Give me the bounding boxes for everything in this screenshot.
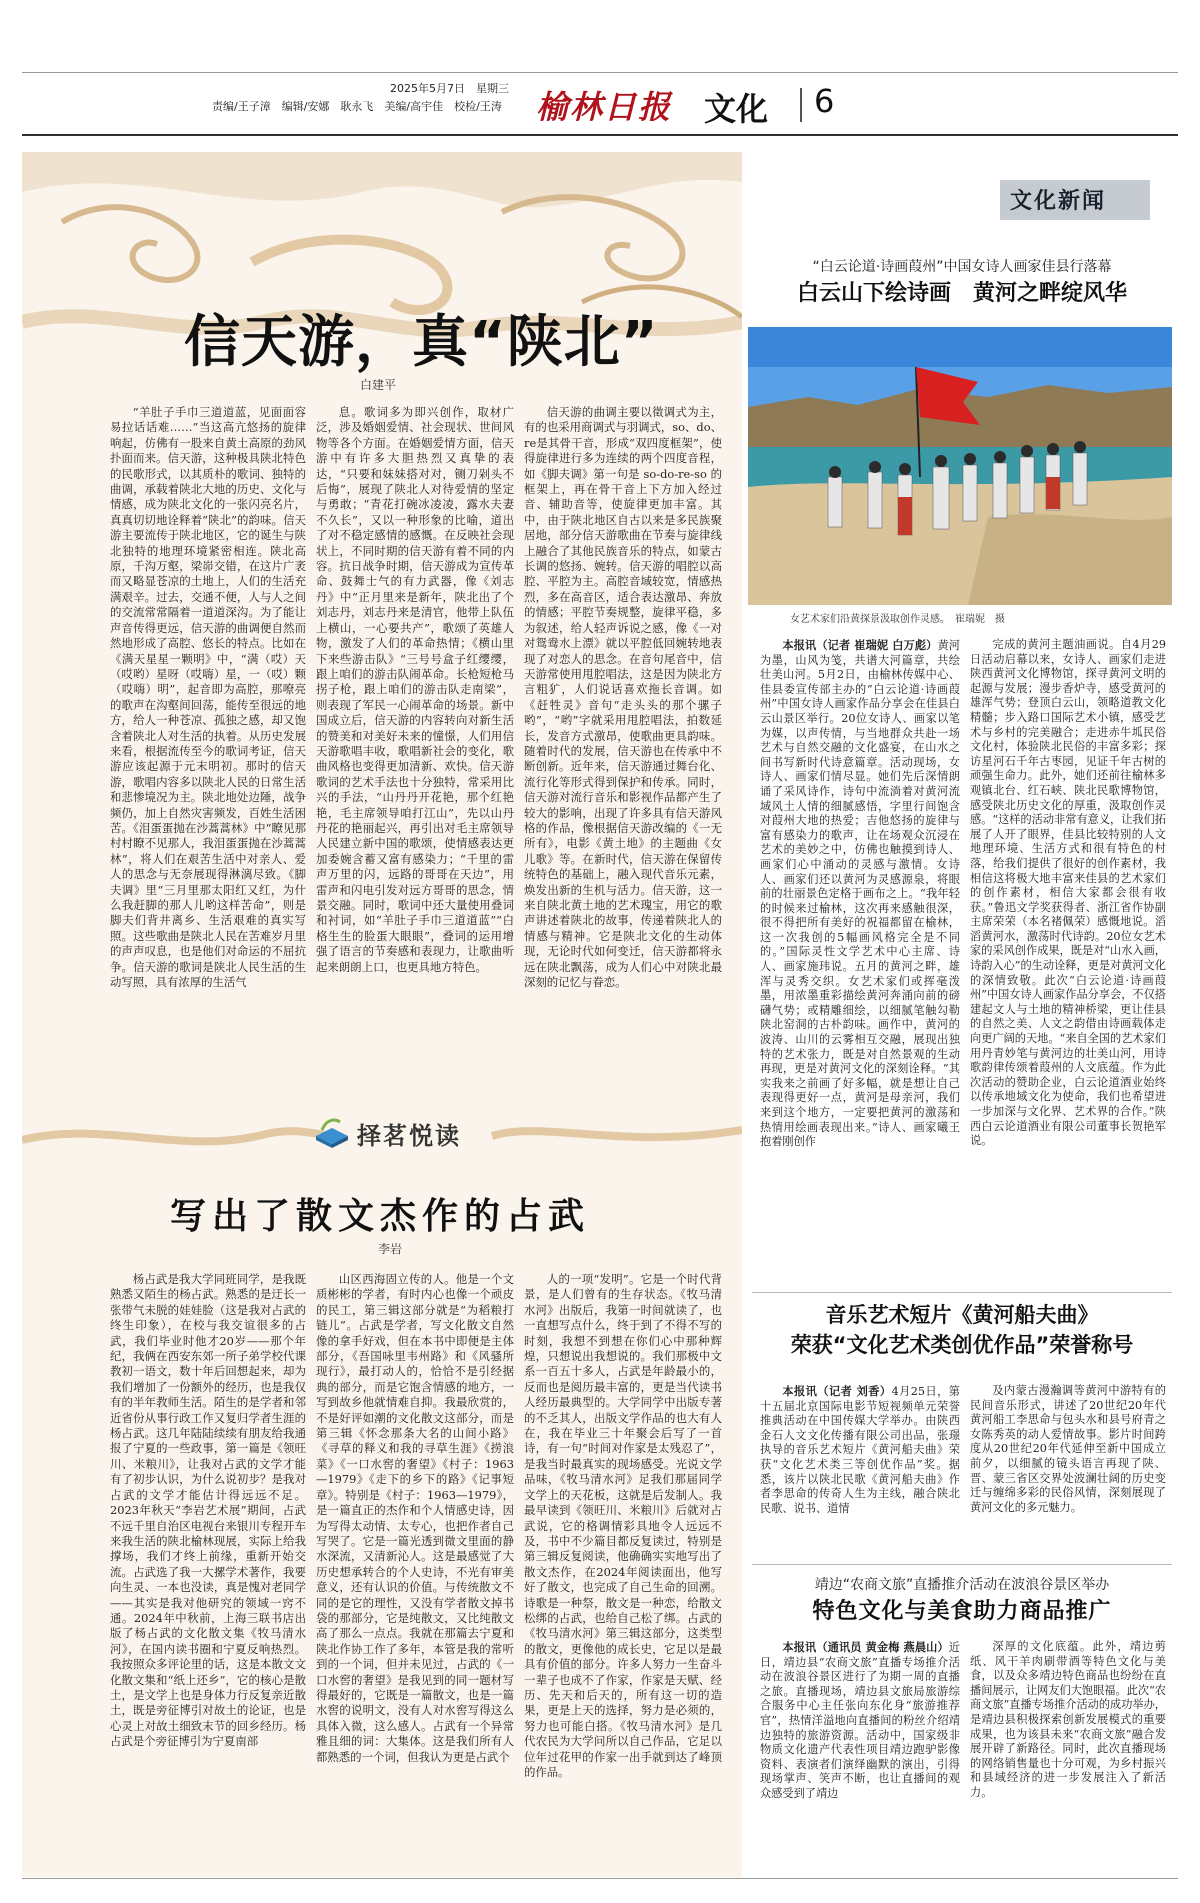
- header-rule: [22, 134, 1178, 136]
- news1-lead: 本报讯（记者 崔瑞妮 白万彪）: [782, 638, 938, 652]
- news1-kicker: “白云论道·诗画葭州”中国女诗人画家佳县行落幕: [812, 259, 1112, 275]
- article-title: 信天游，真“陕北”: [184, 310, 659, 375]
- article-column-3: 信天游的曲调主要以徵调式为主，有的也采用商调式与羽调式，so、do、re是其骨干音，形成“双四度框架”，使得旋律进行多为连续的两个四度音程，如《脚夫调》第一句是 so-do-re-so 的框架上，再在骨干音上下方加入经过音、辅助音等，使旋律更加丰富。其中，由于陕北地区自古以来是多民族聚居地，部分信天游歌曲在节奏与旋律线上融合了其他民族音乐的特点，如蒙古长调的悠扬、婉转。信天游的唱腔以高腔、平腔为主。高腔音域较宽，情感热烈，多在高音区，适合表达激昂、奔放的情感；平腔节奏规整，旋律平稳，多为叙述，给人轻声诉说之感，像《一对对鸳鸯水上漂》就以平腔低回婉转地表现了对恋人的思念。在音句尾音中，信天游常使用甩腔唱法，这是因为陕北方言粗犷，人们说话喜欢拖长音调。如《赶牲灵》音句“走头头的那个骡子哟”，“哟”字就采用甩腔唱法，拍数延长，发音方式激昂，使歌曲更具韵味。随着时代的发展，信天游也在传承中不断创新。近年来，信天游通过舞台化、流行化等形式得到保护和传承。同时，信天游对流行音乐和影视作品都产生了较大的影响，出现了许多具有信天游风格的作品，像根据信天游改编的《一无所有》，电影《黄土地》的主题曲《女儿歌》等。在新时代，信天游在保留传统特色的基础上，融入现代音乐元素，焕发出新的生机与活力。信天游，这一来自陕北黄土地的艺术瑰宝，用它的歌声讲述着陕北的故事，传递着陕北人的情感与精神。它是陕北文化的生动体现，无论时代如何变迁，信天游都将永远在陕北飘荡，成为人们心中对陕北最深刻的记忆与眷恋。: [524, 405, 722, 990]
- header-separator: [800, 88, 802, 122]
- news3-kicker: 靖边“农商文旅”直播推介活动在波浪谷景区举办: [814, 1577, 1110, 1593]
- article2-column-3: 人的一项“发明”。它是一个时代背景，是人们曾有的生存状态。《牧马清水河》出版后，我第一时间就读了，也一直想写点什么，终于到了不得不写的时刻，我想不到想在你们心中那种辉煌，只想说出我想说的。我们那极中文系一百五十多人，占武是年龄最小的，反而也是阅历最丰富的，更是当代读书人经历最典型的。大学同学中出版专著的不乏其人，出版文学作品的也大有人在，我在毕业三十年聚会后写了一首诗，有一句“时间对作家是太残忍了”，是我当时最真实的现场感受。光说文学品味，《牧马清水河》足我们那届同学文学上的天花板，这就是后发制人。我最早读到《领旺川、米粮川》后就对占武说，它的格调情彩具地令人远远不及，书中不少篇目都反复读过，特别是第三辑反复阅读，他确确实实地写出了散文杰作，在2024年阅读面出，他写好了散文，也完成了自己生命的回溯。诗歌是一种祭，散文是一种恋，给散文松绑的占武，也给自己松了绑。占武的《牧马清水河》第三辑这部分，这类型的散文，更像他的成长史，它足以是最具有价值的部分。许多人努力一生奋斗一辈子也成不了作家，作家是天赋、经历、先天和后天的，所有这一切的造果，更是上天的选择，努力是必须的，努力也可能白搭。《牧马清水河》是几代农民为大学问所以自己作品，它足以位年过花甲的作家一出手就到达了峰顶的作品。: [524, 1272, 722, 1779]
- section-divider: [752, 1292, 1172, 1293]
- photo-caption: 女艺术家们沿黄探景汲取创作灵感。 崔瑞妮 摄: [790, 614, 1005, 625]
- article2-author: 李岩: [378, 1242, 403, 1256]
- article-author: 白建平: [360, 378, 397, 392]
- news1-title: 白云山下绘诗画 黄河之畔绽风华: [796, 281, 1127, 306]
- news3-title: 特色文化与美食助力商品推广: [812, 1599, 1112, 1624]
- newspaper-masthead: 榆林日报: [536, 88, 673, 126]
- news1-column-2: 完成的黄河主题油画说。自4月29日活动启幕以来，女诗人、画家们走进陕西黄河文化博物馆，探寻黄河文明的起源与发展；漫步香炉寺，感受黄河的雄浑气势；登顶白云山，领略道教文化精髓；步入路口国际艺术小镇，感受艺术与乡村的完美融合；走进赤牛坬民俗文化村，体验陕北民俗的丰富多彩；探访星河石千年古枣园，见证千年古树的顽强生命力。此外，她们还前往榆林多观镇北台、红石峡、陕北民歌博物馆，感受陕北历史文化的厚重，汲取创作灵感。“这样的活动非常有意义，让我们拓展了人开了眼界，佳县比较特别的人文地理环境、生活方式和很有特色的村落，给我们提供了很好的创作素材，我相信这将极大地丰富来佳县的艺术家们的创作素材，相信大家都会很有收获。”鲁迅文学奖获得者、浙江省作协副主席荣荣（本名褚佩荣）感慨地说。滔滔黄河水，激荡时代诗韵。20位女艺术家的采风创作成果，既是对“山水入画，诗韵入心”的生动诠释，更是对黄河文化的深情致敬。此次“白云论道·诗画葭州”中国女诗人画家作品分享会，不仅搭建起文人与土地的精神桥梁，更让佳县的自然之美、人文之韵借由诗画载体走向更广阔的天地。“来自全国的艺术家们用丹青妙笔与黄河边的壮美山河，用诗歌韵律传颂着葭州的人文底蕴。作为此次活动的赞助企业，白云论道酒业始终以传承地域文化为使命，我们也希望进一步加深与文化界、艺术界的合作。”陕西白云论道酒业有限公司董事长贺艳军说。: [970, 638, 1166, 1148]
- news1-column-1: 本报讯（记者 崔瑞妮 白万彪）黄河为墨，山风为笺，共谱大河篇章，共绘壮美山河。5月2日，由榆林传媒中心、佳县委宣传部主办的“白云论道·诗画葭州”中国女诗人画家作品分享会在佳县白云山景区举行。20位女诗人、画家以笔为媒，以声传情，与当地群众共赴一场艺术与自然交融的文化盛宴，在山水之间书写新时代诗意篇章。活动现场，女诗人、画家们情尽显。她们先后深情朗诵了采风诗作，诗句中流淌着对黄河流域风土人情的细腻感悟，字里行间饱含对葭州大地的热爱；吉他悠扬的旋律与富有感染力的歌声，让在场观众沉浸在艺术的美妙之中，仿佛也触摸到诗人、画家们心中涌动的灵感与激情。女诗人、画家们还以黄河为灵感源泉，将眼前的壮丽景色定格于画布之上。“我年轻的时候来过榆林，这次再来感触很深，很不得把所有美好的祝福都留在榆林，这一次我创的5幅画风格完全是不同的。”国际灵性文学艺术中心主席、诗人、画家施玮说。五月的黄河之畔，雄浑与灵秀交织。女艺术家们或挥毫泼墨，用浓墨重彩描绘黄河奔涌向前的磅礴气势；或精雕细绘，以细腻笔触勾勒陕北窑洞的古朴韵味。画作中，黄河的波涛、山川的云雾相互交融，展现出独特的艺术张力，既是对自然景观的生动再现，更是对黄河文化的深刻诠释。“其实我来之前画了好多幅，就是想让自己表现得更好一点，黄河是母亲河，我们来到这个地方，一定要把黄河的激荡和热情用绘画表现出来。”诗人、画家曦王抱着刚创作: [760, 638, 960, 1149]
- news2-lead: 本报讯（记者 刘香）: [782, 1384, 892, 1398]
- news1-photo: [748, 327, 1172, 605]
- culture-news-tag: 文化新闻: [1010, 189, 1107, 214]
- issue-date: 2025年5月7日 星期三: [390, 82, 509, 95]
- article2-title: 写出了散文杰作的占武: [170, 1196, 591, 1237]
- news3-column-1: 本报讯（通讯员 黄金梅 燕晨山）近日，靖边县“农商文旅”直播专场推介活动在波浪谷景区进行了为期一周的直播之旅。直播现场，靖边县文旅局旅游综合服务中心主任张向东化身“旅游推荐官”，热情洋溢地向直播间的粉丝介绍靖边独特的旅游资源。活动中，国家级非物质文化遗产代表性项目靖边跑驴影像资料、表演者们演绎幽默的演出，引得现场掌声、笑声不断，也让直播间的观众感受到了靖边: [760, 1640, 960, 1800]
- news2-title: [752, 1300, 1172, 1360]
- section-divider: [752, 1564, 1172, 1565]
- top-rule: [22, 72, 1178, 73]
- article2-column-2: 山区西海固立传的人。他是一个文质彬彬的学者，有时内心也像一个顽皮的民工，第三辑这部分就是“为稻粮打链儿”。占武是学者，写文化散文自然像的拿手好戏，但在本书中即便是主体部分，《吾国咏里韦州路》和《风骚所现行》，最打动人的，恰恰不是引经据典的部分，而是它饱含情感的地方，一写到故乡他就情难自抑。我最欣赏的，不是好评如潮的文化散文这部分，而是第三辑《怀念那条大名的山间小路》《寻草的释义和我的寻草生涯》《捞浪菜》《一口水窖的奢望》《村子：1963—1979》《走下的乡下的路》《记事短章》。特别是《村子：1963—1979》，是一篇直正的杰作和个人情感史诗，因为写得太动情、太专心，也把作者自己写哭了。它是一篇光透到微文里面的静水深流，又清新沁人。这是最感觉了大历史想承转合的个人史诗，不光有审美意义，还有认识的价值。与传统散文不同的是它的理性，又没有学者散文掉书袋的那部分，它是纯散文，又比纯散文高了那么一点点。我就在那篇去宁夏和陕北作协工作了多年，本管是我的常听到的一个词，但并未见过，占武的《一口水窖的奢望》是我见到的同一题材写得最好的，它既是一篇散文，也是一篇水窖的说明文，没有人对水窖写得这么具体入微，这么感人。占武有一个异常雅且细的词：大集体。这是我们所有人都熟悉的一个词，但我认为更是占武个: [316, 1272, 514, 1764]
- news3-column-2: 深厚的文化底蕴。此外，靖边剪纸、风干羊肉刷带酒等特色文化与美食，以及众多靖边特色商品也纷纷在直播间展示，让网友们大饱眼福。此次“农商文旅”直播专场推介活动的成功举办，是靖边县积极探索创新发展模式的重要成果，也为该县未来“农商文旅”融合发展开辟了新路径。同时，此次直播现场的网络销售量也十分可观，为乡村振兴和县域经济的进一步发展注入了新活力。: [970, 1640, 1166, 1799]
- column-banner-label: 择茗悦读: [357, 1121, 461, 1150]
- news2-title-line-2: 荣获“文化艺术类创优作品”荣誉称号: [790, 1333, 1134, 1357]
- book-icon: [312, 1110, 352, 1150]
- editor-credits: 责编/王子漳 编辑/安娜 耿永飞 美编/高宇佳 校检/王涛: [212, 100, 502, 113]
- news2-column-2: 及内蒙古漫瀚调等黄河中游特有的民间音乐形式，讲述了20世纪20年代黄河船工李思命与包头水和县号府青之女陈秀英的动人爱情故事。影片时间跨度从20世纪20年代延伸至新中国成立前夕，以细腻的镜头语言再现了陕、晋、蒙三省区交界处波澜壮阔的历史变迁与缠绵多彩的民俗风情，深刻展现了黄河文化的多元魅力。: [970, 1384, 1166, 1514]
- section-name: 文化: [704, 90, 769, 128]
- news2-column-1: 本报讯（记者 刘香）4月25日，第十五届北京国际电影节短视频单元荣誉推典活动在中国传媒大学举办。由陕西金石人文文化传播有限公司出品，张璟执导的音乐艺术短片《黄河船夫曲》荣获“文化艺术类三等创优作品”奖。据悉，该片以陕北民歌《黄河船夫曲》作者李思命的传奇人生为主线，融合陕北民歌、说书、道情: [760, 1384, 960, 1515]
- article2-column-1: 杨占武是我大学同班同学，是我既熟悉又陌生的杨占武。熟悉的是迂长一张带气未脱的娃娃脸（这是我对占武的终生印象），在校与我交谊很多的占武，我们毕业时他才20岁——那个年纪，我俩在西安东郊一所子弟学校代课教初一语文，数十年后回想起来，却为我们增加了一份额外的经历，也是我仅有的半年教师生活。陌生的是学者和邻近省份从事行政工作又复归学者生涯的杨占武。这几年陆陆续续有朋友给我通报了宁夏的一些政事，第一篇是《领旺川、米粮川》，让我对占武的文学才能有了初步认识，为什么说初步？是我对占武的文学才能估计得远远不足。2023年秋天“李岩艺术展”期间，占武不远千里自治区电视台来银川专程开车来我生活的陕北榆林现展，实际上给我撑场，我们才终上前缘，重新开始交流。占武选了我一大摞学术著作，我要向生灵、一本也没读，真是愧对老同学——其实是我对他研究的领域一窍不通。2024年中秋前，上海三联书店出版了杨占武的文化散文集《牧马清水河》，在国内读书圈和宁夏反响热烈。我按照众多评论里的话，这是本散文文化散文集和“纸上还乡”，它的核心是散土，是文学上也是身体力行反复亲近散土，既是旁征博引对故土的论证，也是心灵上对故土细致末节的回乡经历。杨占武是个旁征博引为宁夏南部: [110, 1272, 306, 1749]
- news2-title-line-1: 音乐艺术短片《黄河船夫曲》: [825, 1303, 1099, 1327]
- news3-lead: 本报讯（通讯员 黄金梅 燕晨山）: [782, 1640, 949, 1654]
- bottom-rule: [22, 1878, 1178, 1879]
- page-number: 6: [814, 82, 835, 120]
- article-column-1: “羊肚子手巾三道道蓝，见面面容易拉话话难……”当这高亢悠扬的旋律响起，仿佛有一股来自黄土高原的劲风扑面而来。信天游，这种极具陕北特色的民歌形式，以其质朴的歌词、独特的曲调，承载着陕北大地的历史、文化与情感，成为陕北文化的一张闪亮名片，真真切切地诠释着“陕北”的韵味。信天游主要流传于陕北地区，它的诞生与陕北独特的地理环境紧密相连。陕北高原，千沟万壑，梁峁交错，在这片广袤而又略显苍凉的土地上，人们的生活充满艰辛。过去，交通不便，人与人之间的交流常常隔着一道道深沟。为了能让声音传得更远，信天游的曲调便自然而然地形成了高腔、悠长的特点。比如在《满天星星一颗明》中，“满（哎）天（哎哟）星呀（哎嗨）星，一（哎）颗（哎嗨）明”，起音即为高腔，那嘹亮的歌声在沟壑间回荡，能传至很远的地方，给人一种苍凉、孤独之感，却又饱含着陕北人对生活的执着。从历史发展来看，根据流传至今的歌词考证，信天游应该起源于元末明初。那时的信天游，歌唱内容多以陕北人民的日常生活和悲惨境况为主。陕北地处边陲，战争频仍，加上自然灾害频发，百姓生活困苦。《泪蛋蛋抛在沙蒿蒿林》中“瞭见那村村瞭不见那人，我泪蛋蛋抛在沙蒿蒿林”，将人们在艰苦生活中对亲人、爱人的思念与无奈展现得淋漓尽致。《脚夫调》里“三月里那太阳红又红，为什么我赶脚的那人儿哟这样苦命”，则是脚夫们背井离乡、生活艰难的真实写照。这些歌曲是陕北人民在苦难岁月里的声声叹息，也是他们对命运的不屈抗争。信天游的歌词是陕北人民生活的生动写照，具有浓厚的生活气: [110, 405, 306, 990]
- article-column-2: 息。歌词多为即兴创作，取材广泛，涉及婚姻爱情、社会现状、世间风物等各个方面。在婚姻爱情方面，信天游中有许多大胆热烈又真挚的表达，“只要和妹妹搭对对，铡刀剁头不后悔”，展现了陕北人对待爱情的坚定与勇敢；“青花打碗冰凌凌，露水夫妻不久长”，又以一种形象的比喻，道出了对不稳定感情的感慨。在反映社会现状上，不同时期的信天游有着不同的内容。抗日战争时期，信天游成为宣传革命、鼓舞士气的有力武器，像《刘志丹》中“正月里来是新年，陕北出了个刘志丹，刘志丹来是清官，他带上队伍上横山，一心要共产”，歌颂了英雄人物，激发了人们的革命热情；《横山里下来些游击队》“三号号盒子红缨缨，跟上咱们的游击队闹革命。长枪短枪马拐子枪，跟上咱们的游击队走南梁”，则表现了军民一心闹革命的场景。新中国成立后，信天游的内容转向对新生活的赞美和对美好未来的憧憬，人们用信天游歌唱丰收，歌唱新社会的变化，歌曲风格也变得更加清新、欢快。信天游歌词的艺术手法也十分独特，常采用比兴的手法，“山丹丹开花艳，那个红艳艳，毛主席领导咱打江山”，先以山丹丹花的艳丽起兴，再引出对毛主席领导人民建立新中国的歌颂，使情感表达更加委婉含蓄又富有感染力；“千里的雷声万里的闪，远路的哥哥在天边”，用雷声和闪电引发对远方哥哥的思念，情景交融。同时，歌词中还大量使用叠词和衬词，如“羊肚子手巾三道道蓝”“白格生生的脸蛋大眼眼”，叠词的运用增强了语言的节奏感和表现力，让歌曲听起来朗朗上口，也更具地方特色。: [316, 405, 514, 974]
